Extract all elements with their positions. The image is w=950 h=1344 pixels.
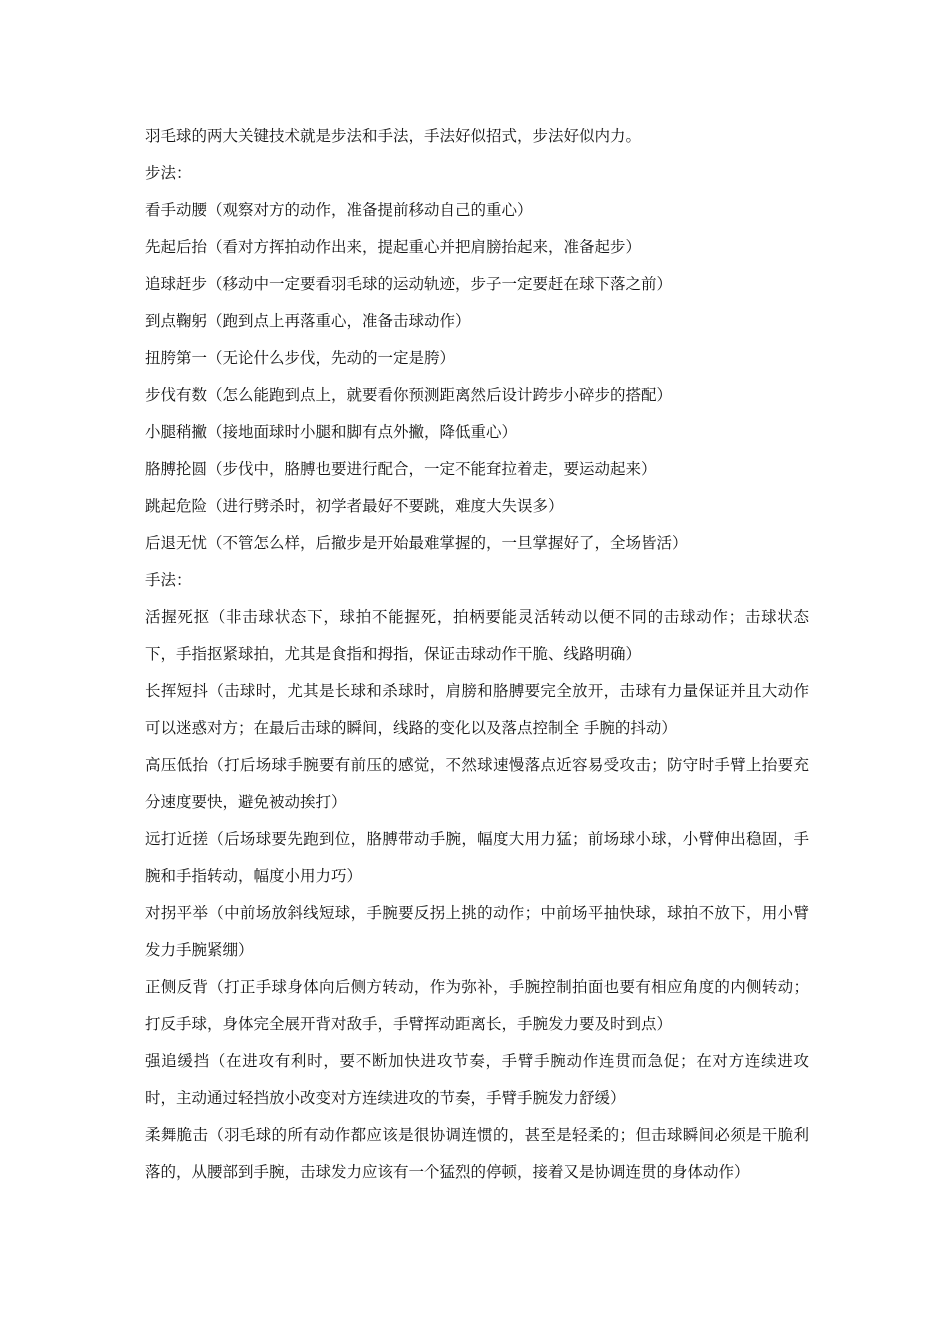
hand-item: 强追缓挡（在进攻有利时，要不断加快进攻节奏，手臂手腕动作连贯而急促；在对方连续进攻时，主动通过轻挡放小改变对方连续进攻的节奏，手臂手腕发力舒缓） xyxy=(145,1052,809,1107)
footwork-item: 扭胯第一（无论什么步伐，先动的一定是胯） xyxy=(145,349,456,367)
hand-item: 高压低抬（打后场球手腕要有前压的感觉，不然球速慢落点近容易受攻击；防守时手臂上抬要充分速度要快，避免被动挨打） xyxy=(145,756,809,811)
document-body xyxy=(145,118,809,1191)
footwork-item: 追球赶步（移动中一定要看羽毛球的运动轨迹，步子一定要赶在球下落之前） xyxy=(145,275,673,293)
footwork-item: 先起后抬（看对方挥拍动作出来，提起重心并把肩膀抬起来，准备起步） xyxy=(145,238,642,256)
footwork-item: 小腿稍撇（接地面球时小腿和脚有点外撇，降低重心） xyxy=(145,423,518,441)
hand-item: 长挥短抖（击球时，尤其是长球和杀球时，肩膀和胳膊要完全放开，击球有力量保证并且大动作可以迷惑对方；在最后击球的瞬间，线路的变化以及落点控制全 手腕的抖动） xyxy=(145,682,809,737)
intro-paragraph: 羽毛球的两大关键技术就是步法和手法，手法好似招式，步法好似内力。 xyxy=(145,127,642,145)
footwork-item: 步伐有数（怎么能跑到点上，就要看你预测距离然后设计跨步小碎步的搭配） xyxy=(145,386,673,404)
hand-item: 对拐平举（中前场放斜线短球，手腕要反拐上挑的动作；中前场平抽快球，球拍不放下，用小臂发力手腕紧绷） xyxy=(145,904,809,959)
footwork-item: 胳膊抡圆（步伐中，胳膊也要进行配合，一定不能耷拉着走，要运动起来） xyxy=(145,460,657,478)
hand-item: 正侧反背（打正手球身体向后侧方转动，作为弥补，手腕控制拍面也要有相应角度的内侧转动；打反手球，身体完全展开背对敌手，手臂挥动距离长，手腕发力要及时到点） xyxy=(145,978,809,1033)
hand-item: 远打近搓（后场球要先跑到位，胳膊带动手腕，幅度大用力猛；前场球小球，小臂伸出稳固，手腕和手指转动，幅度小用力巧） xyxy=(145,830,809,885)
hand-item: 柔舞脆击（羽毛球的所有动作都应该是很协调连惯的，甚至是轻柔的；但击球瞬间必须是干脆利落的，从腰部到手腕，击球发力应该有一个猛烈的停顿，接着又是协调连贯的身体动作） xyxy=(145,1126,809,1181)
footwork-heading: 步法： xyxy=(145,164,192,182)
hand-item: 活握死抠（非击球状态下，球拍不能握死，拍柄要能灵活转动以便不同的击球动作；击球状态下，手指抠紧球拍，尤其是食指和拇指，保证击球动作干脆、线路明确） xyxy=(145,608,809,663)
hand-heading: 手法： xyxy=(145,571,192,589)
footwork-item: 到点鞠躬（跑到点上再落重心，准备击球动作） xyxy=(145,312,471,330)
footwork-item: 后退无忧（不管怎么样，后撤步是开始最难掌握的，一旦掌握好了，全场皆活） xyxy=(145,534,688,552)
footwork-item: 看手动腰（观察对方的动作，准备提前移动自己的重心） xyxy=(145,201,533,219)
footwork-item: 跳起危险（进行劈杀时，初学者最好不要跳，难度大失误多） xyxy=(145,497,564,515)
